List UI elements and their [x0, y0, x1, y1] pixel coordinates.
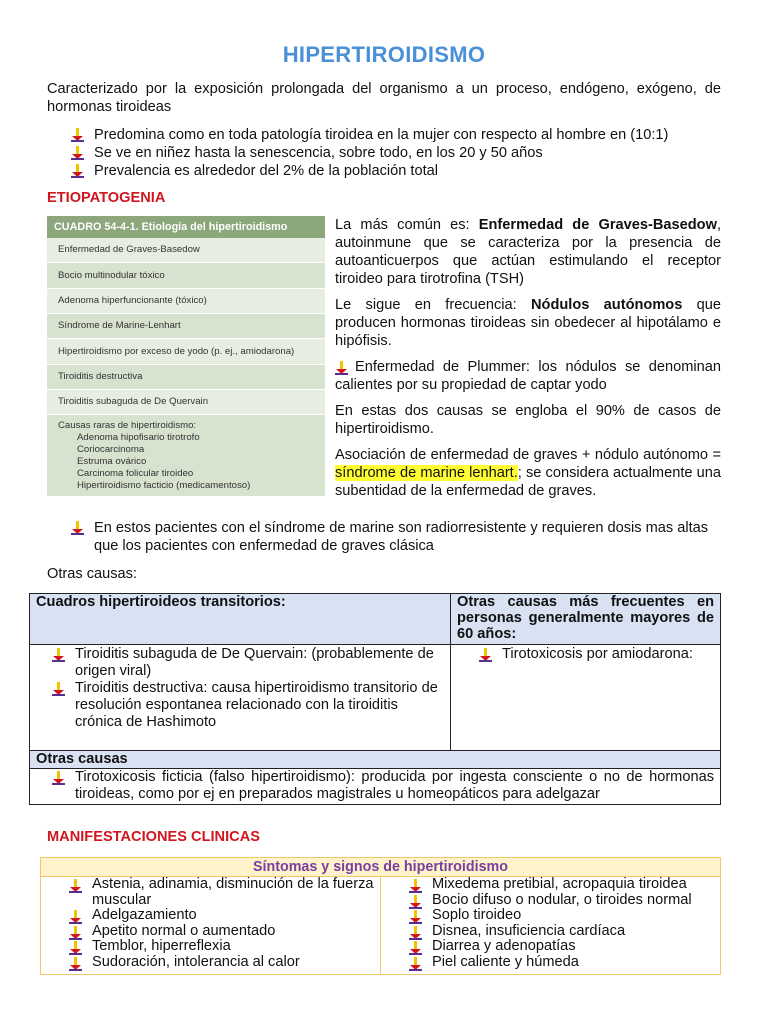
- section-heading-etiopatogenia: ETIOPATOGENIA: [47, 190, 166, 206]
- bullet-arrow-icon: [335, 361, 349, 375]
- list-item: Sudoración, intolerancia al calor: [69, 955, 376, 971]
- bullet-arrow-icon: [52, 771, 66, 785]
- bullet-arrow-icon: [69, 926, 83, 940]
- intro-paragraph: Caracterizado por la exposición prolongada del organismo a un proceso, endógeno, exógeno, de hormonas tiroideas: [47, 81, 721, 115]
- list-item: En estos pacientes con el síndrome de marine son radiorresistente y requieren dosis mas altas que los pacientes con enfermedad de graves clásica: [71, 519, 721, 555]
- list-item: Predomina como en toda patología tiroidea en la mujer con respecto al hombre en (10:1): [71, 126, 721, 144]
- paragraph-plummer: Enfermedad de Plummer: los nódulos se denominan calientes por su propiedad de captar yodo: [335, 359, 721, 393]
- bullet-arrow-icon: [69, 910, 83, 924]
- list-item: Tiroiditis subaguda de De Quervain: (probablemente de origen viral): [52, 646, 444, 680]
- etiology-table-image: [47, 216, 325, 490]
- list-item: Temblor, hiperreflexia: [69, 939, 376, 955]
- highlighted-text: síndrome de marine lenhart.: [335, 465, 518, 481]
- table-cell-transitorios: [30, 645, 451, 751]
- rare-cause: Adenoma hipofisario tirotrofo: [77, 432, 200, 443]
- list-item: Tirotoxicosis por amiodarona:: [479, 646, 714, 663]
- list-item: Bocio difuso o nodular, o tiroides normal: [409, 893, 716, 909]
- list-item: Tiroiditis destructiva: causa hipertiroidismo transitorio de resolución espontanea relacionado con la tiroiditis crónica de Hashimoto: [52, 680, 444, 731]
- symptoms-left-column: [41, 877, 381, 975]
- table-header-mayores: Otras causas más frecuentes en personas generalmente mayores de 60 años:: [451, 594, 721, 645]
- paragraph-90: En estas dos causas se engloba el 90% de casos de hipertiroidismo.: [335, 403, 721, 437]
- table-header-otras: Otras causas: [30, 751, 721, 769]
- causes-table: [29, 593, 721, 805]
- bullet-arrow-icon: [52, 682, 66, 696]
- etiology-rare-causes: [47, 415, 325, 496]
- marine-bullet-list: [71, 519, 721, 555]
- paragraph-graves: La más común es: Enfermedad de Graves-Basedow, autoinmune que se caracteriza por la presencia de autoanticuerpos que actúan estimulando el receptor tiroideo para tirotrofina (TSH): [335, 217, 721, 287]
- etiology-table-title: CUADRO 54-4-1. Etiología del hipertiroidismo: [47, 216, 325, 238]
- list-item: Tirotoxicosis ficticia (falso hipertiroidismo): producida por ingesta consciente o no de hormonas tiroideas, como por ej en preparados magistrales u homeopáticos para adelgazar: [52, 769, 714, 803]
- list-item: Diarrea y adenopatías: [409, 939, 716, 955]
- table-header-transitorios: Cuadros hipertiroideos transitorios:: [30, 594, 451, 645]
- etiology-row: Tiroiditis destructiva: [47, 365, 325, 390]
- etiology-row: Tiroiditis subaguda de De Quervain: [47, 390, 325, 415]
- etiology-row: Síndrome de Marine-Lenhart: [47, 314, 325, 339]
- list-item: Soplo tiroideo: [409, 908, 716, 924]
- paragraph-marine: Asociación de enfermedad de graves + nódulo autónomo = síndrome de marine lenhart.; se considera actualmente una subentidad de la enfermedad de graves.: [335, 447, 721, 499]
- otras-causas-label: Otras causas:: [47, 566, 138, 582]
- bullet-arrow-icon: [71, 128, 85, 142]
- bullet-arrow-icon: [479, 648, 493, 662]
- bullet-arrow-icon: [69, 957, 83, 971]
- intro-bullet-list: [71, 126, 721, 180]
- etiology-row: Hipertiroidismo por exceso de yodo (p. ej., amiodarona): [47, 339, 325, 365]
- rare-cause: Carcinoma folicular tiroideo: [77, 468, 194, 479]
- bullet-arrow-icon: [409, 895, 423, 909]
- list-item: Prevalencia es alrededor del 2% de la población total: [71, 162, 721, 180]
- symptoms-table-title: Síntomas y signos de hipertiroidismo: [41, 858, 721, 877]
- bullet-arrow-icon: [409, 910, 423, 924]
- paragraph-nodulos: Le sigue en frecuencia: Nódulos autónomos que producen hormonas tiroideas sin obedecer al hipotálamo e hipófisis.: [335, 297, 721, 349]
- page-title: HIPERTIROIDISMO: [282, 42, 486, 67]
- bullet-arrow-icon: [71, 146, 85, 160]
- rare-cause: Hipertiroidismo facticio (medicamentoso): [77, 480, 251, 491]
- list-item: Apetito normal o aumentado: [69, 924, 376, 940]
- bullet-arrow-icon: [409, 926, 423, 940]
- bullet-arrow-icon: [409, 957, 423, 971]
- list-item: Astenia, adinamia, disminución de la fuerza muscular: [69, 877, 376, 908]
- symptoms-table: [40, 857, 721, 975]
- table-cell-mayores: [451, 645, 721, 751]
- etiopatogenia-text: [335, 216, 721, 508]
- symptoms-right-column: [381, 877, 721, 975]
- rare-cause: Estruma ovárico: [77, 456, 147, 467]
- bullet-arrow-icon: [71, 164, 85, 178]
- list-item: Se ve en niñez hasta la senescencia, sobre todo, en los 20 y 50 años: [71, 144, 721, 162]
- etiology-row: Adenoma hiperfuncionante (tóxico): [47, 289, 325, 314]
- rare-causes-title: Causas raras de hipertiroidismo:: [58, 420, 197, 431]
- bullet-arrow-icon: [71, 521, 85, 535]
- bullet-arrow-icon: [69, 879, 83, 893]
- bullet-arrow-icon: [52, 648, 66, 662]
- list-item: Piel caliente y húmeda: [409, 955, 716, 971]
- table-cell-otras: [30, 769, 721, 805]
- etiology-row: Bocio multinodular tóxico: [47, 263, 325, 289]
- bullet-arrow-icon: [69, 941, 83, 955]
- etiology-row: Enfermedad de Graves-Basedow: [47, 238, 325, 263]
- list-item: Adelgazamiento: [69, 908, 376, 924]
- bullet-arrow-icon: [409, 879, 423, 893]
- list-item: Disnea, insuficiencia cardíaca: [409, 924, 716, 940]
- section-heading-manifestaciones: MANIFESTACIONES CLINICAS: [47, 829, 260, 845]
- bullet-arrow-icon: [409, 941, 423, 955]
- list-item: Mixedema pretibial, acropaquia tiroidea: [409, 877, 716, 893]
- rare-cause: Coriocarcinoma: [77, 444, 145, 455]
